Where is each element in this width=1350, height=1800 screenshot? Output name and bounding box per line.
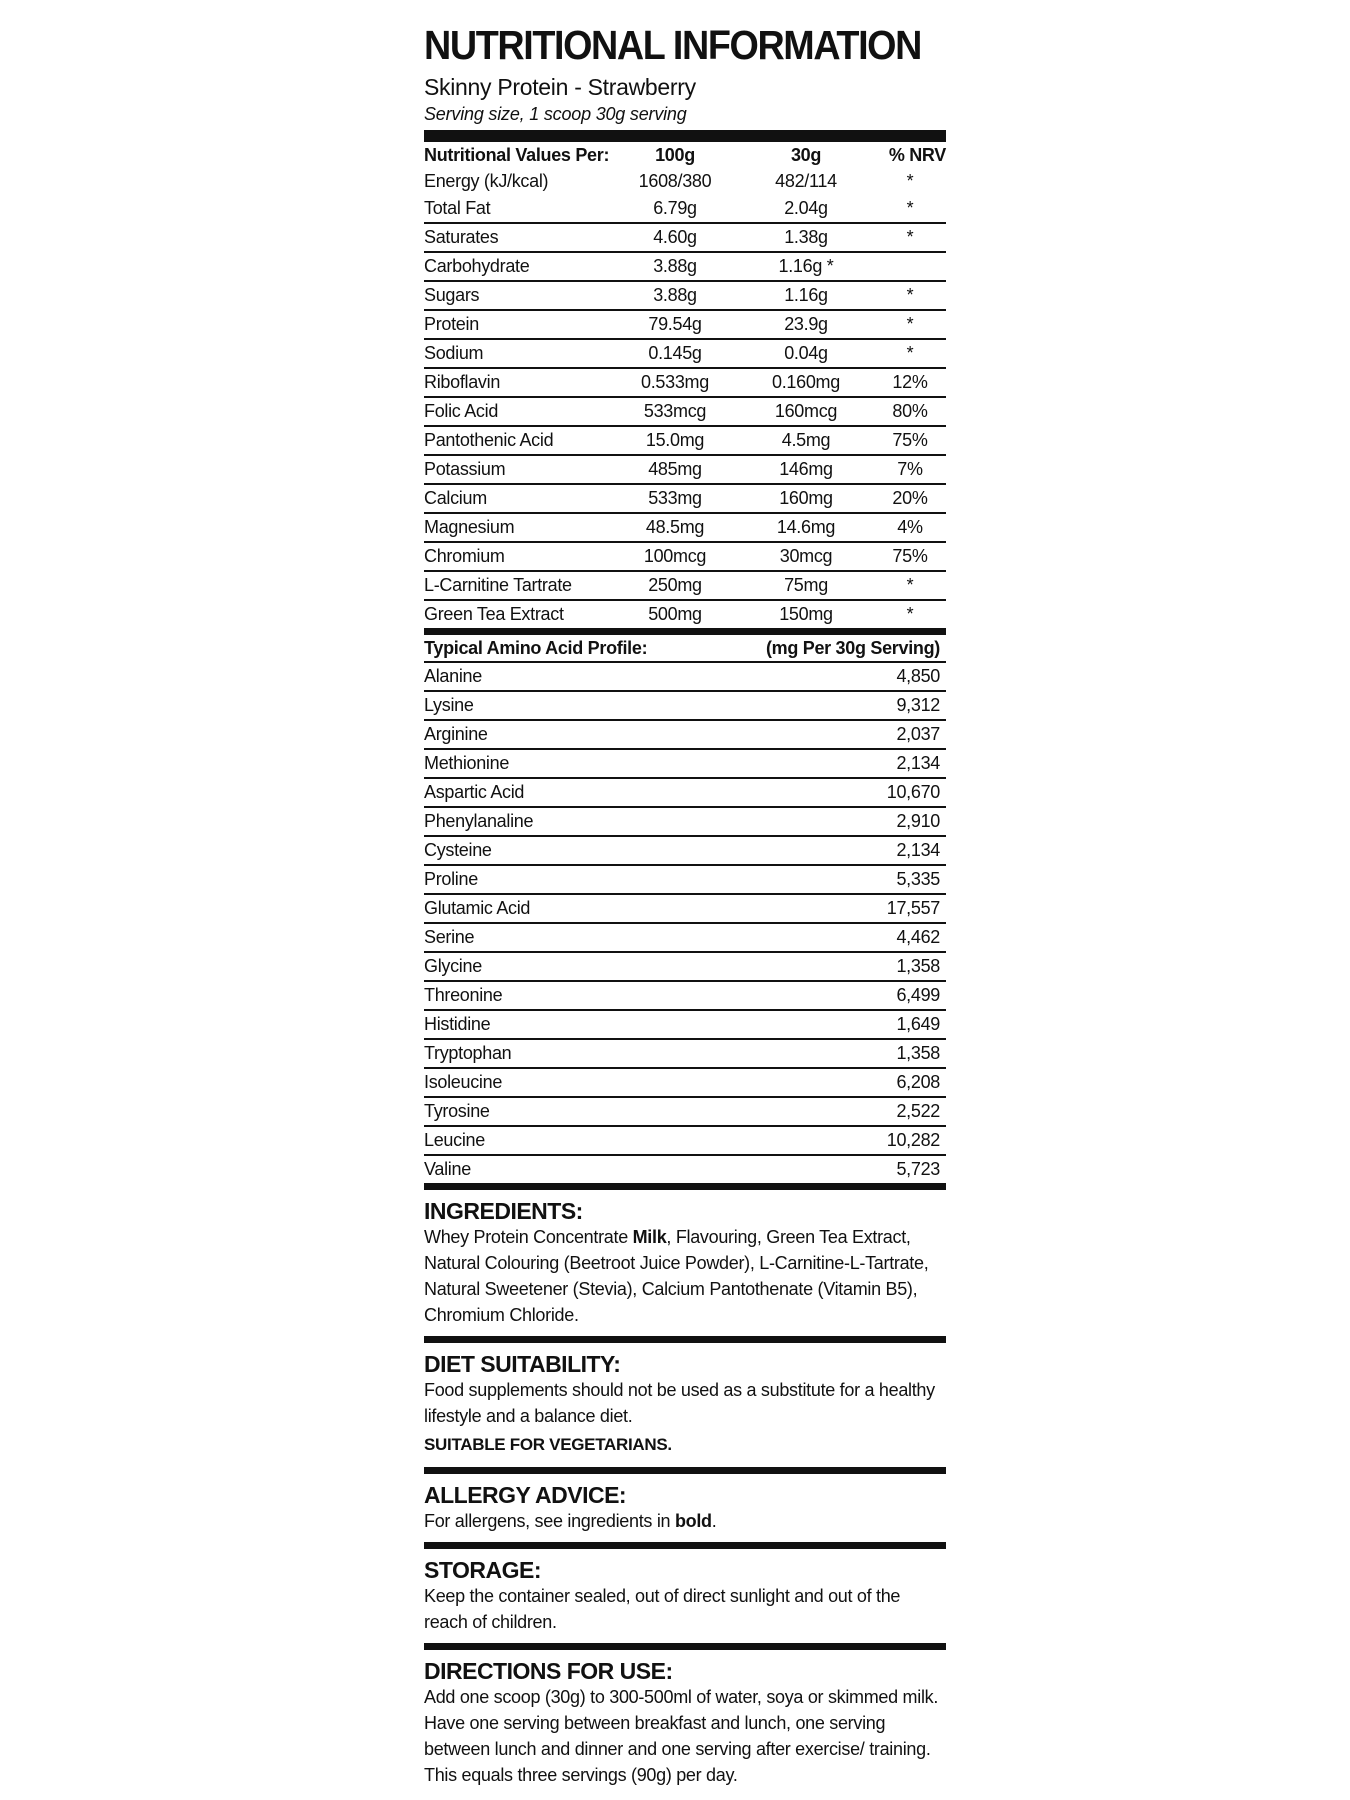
serving-size: Serving size, 1 scoop 30g serving bbox=[424, 104, 687, 124]
amino-value: 9,312 bbox=[896, 695, 940, 715]
table-cell: Protein bbox=[424, 314, 479, 334]
table-cell: Riboflavin bbox=[424, 372, 501, 392]
table-cell: Energy (kJ/kcal) bbox=[424, 171, 549, 191]
table-row bbox=[424, 456, 946, 485]
nutrition-rows bbox=[424, 168, 946, 628]
column-header: 30g bbox=[790, 144, 822, 165]
table-cell: L-Carnitine Tartrate bbox=[424, 575, 572, 595]
storage-section bbox=[424, 1549, 946, 1643]
table-row bbox=[424, 953, 946, 982]
amino-name: Tyrosine bbox=[424, 1101, 490, 1121]
amino-value: 2,134 bbox=[896, 753, 940, 773]
table-cell: 100mcg bbox=[643, 546, 707, 566]
table-cell: 80% bbox=[892, 401, 928, 421]
section-heading: DIRECTIONS FOR USE: bbox=[424, 1658, 673, 1684]
table-row bbox=[424, 224, 946, 253]
amino-name: Aspartic Acid bbox=[424, 782, 525, 802]
amino-name: Tryptophan bbox=[424, 1043, 512, 1063]
column-header: 100g bbox=[655, 144, 695, 165]
divider bbox=[424, 1643, 946, 1650]
storage-text: Keep the container sealed, out of direct sunlight and out of the reach of children. bbox=[424, 1586, 901, 1632]
table-row bbox=[424, 514, 946, 543]
table-cell: 500mg bbox=[648, 604, 702, 624]
product-name: Skinny Protein - Strawberry bbox=[424, 74, 696, 100]
vegetarian-note: SUITABLE FOR VEGETARIANS. bbox=[424, 1435, 672, 1454]
amino-value: 1,649 bbox=[896, 1014, 940, 1034]
directions-section bbox=[424, 1650, 946, 1796]
amino-rows bbox=[424, 663, 946, 1183]
table-cell: 146mg bbox=[779, 459, 833, 479]
amino-value: 2,522 bbox=[896, 1101, 940, 1121]
table-row bbox=[424, 311, 946, 340]
divider bbox=[424, 1183, 946, 1190]
table-row bbox=[424, 1156, 946, 1183]
divider bbox=[424, 130, 946, 142]
table-row bbox=[424, 1040, 946, 1069]
table-cell: * bbox=[906, 227, 914, 247]
page-title: NUTRITIONAL INFORMATION bbox=[424, 22, 921, 68]
table-row bbox=[424, 1069, 946, 1098]
table-row bbox=[424, 543, 946, 572]
table-cell: 15.0mg bbox=[645, 430, 705, 450]
directions-text: Add one scoop (30g) to 300-500ml of water, soya or skimmed milk. Have one serving between breakfast and lunch, one serving between lunch and dinner and one serving after exercise/ training. This equals three servings (90g) per day. bbox=[424, 1687, 939, 1785]
divider bbox=[424, 1467, 946, 1474]
table-cell: Sodium bbox=[424, 343, 484, 363]
allergy-section bbox=[424, 1474, 946, 1542]
table-cell: 4% bbox=[897, 517, 923, 537]
amino-table bbox=[424, 635, 946, 1183]
nutrition-label bbox=[424, 18, 946, 1796]
table-cell: Calcium bbox=[424, 488, 487, 508]
amino-value: 10,670 bbox=[886, 782, 940, 802]
table-row bbox=[424, 866, 946, 895]
table-cell: 0.145g bbox=[648, 343, 702, 363]
table-row bbox=[424, 369, 946, 398]
table-cell: 4.60g bbox=[653, 227, 697, 247]
table-cell: 23.9g bbox=[784, 314, 828, 334]
amino-value: 1,358 bbox=[896, 956, 940, 976]
table-cell: 12% bbox=[892, 372, 928, 392]
amino-value: 10,282 bbox=[886, 1130, 940, 1150]
table-cell: Green Tea Extract bbox=[424, 604, 564, 624]
table-cell: 1.16g bbox=[784, 285, 828, 305]
table-cell: Total Fat bbox=[424, 198, 491, 218]
amino-name: Glutamic Acid bbox=[424, 898, 531, 918]
table-cell: 1608/380 bbox=[638, 171, 712, 191]
ingredients-section bbox=[424, 1190, 946, 1336]
table-row bbox=[424, 982, 946, 1011]
table-cell: 14.6mg bbox=[776, 517, 836, 537]
table-cell: 75mg bbox=[784, 575, 828, 595]
table-cell: 30mcg bbox=[779, 546, 833, 566]
divider bbox=[424, 628, 946, 635]
table-row bbox=[424, 282, 946, 311]
table-row bbox=[424, 895, 946, 924]
section-heading: INGREDIENTS: bbox=[424, 1198, 583, 1224]
amino-value: 2,037 bbox=[896, 724, 940, 744]
table-cell: 250mg bbox=[648, 575, 702, 595]
table-cell: 533mcg bbox=[643, 401, 707, 421]
table-cell: 75% bbox=[892, 546, 928, 566]
amino-value: 4,850 bbox=[896, 666, 940, 686]
table-cell: Sugars bbox=[424, 285, 480, 305]
table-row bbox=[424, 837, 946, 866]
amino-value: 5,335 bbox=[896, 869, 940, 889]
allergy-text: For allergens, see ingredients in bold. bbox=[424, 1511, 717, 1531]
section-heading: STORAGE: bbox=[424, 1557, 541, 1583]
table-cell: 1.16g * bbox=[778, 256, 834, 276]
table-cell: * bbox=[906, 198, 914, 218]
column-header: (mg Per 30g Serving) bbox=[765, 637, 940, 658]
table-row bbox=[424, 485, 946, 514]
table-cell: 75% bbox=[892, 430, 928, 450]
allergen-bold: Milk bbox=[632, 1227, 667, 1247]
section-heading: DIET SUITABILITY: bbox=[424, 1351, 621, 1377]
table-cell: 160mg bbox=[779, 488, 833, 508]
amino-name: Arginine bbox=[424, 724, 488, 744]
amino-name: Methionine bbox=[424, 753, 510, 773]
table-cell: Potassium bbox=[424, 459, 506, 479]
table-cell: 48.5mg bbox=[645, 517, 705, 537]
table-cell: 20% bbox=[892, 488, 928, 508]
divider bbox=[424, 1336, 946, 1343]
table-cell: * bbox=[906, 314, 914, 334]
amino-value: 1,358 bbox=[896, 1043, 940, 1063]
table-cell: Pantothenic Acid bbox=[424, 430, 554, 450]
table-cell: 150mg bbox=[779, 604, 833, 624]
amino-name: Threonine bbox=[424, 985, 503, 1005]
table-row bbox=[424, 808, 946, 837]
table-cell: 4.5mg bbox=[781, 430, 831, 450]
table-cell: * bbox=[906, 575, 914, 595]
table-cell: 160mcg bbox=[774, 401, 838, 421]
amino-value: 17,557 bbox=[886, 898, 940, 918]
table-cell: Chromium bbox=[424, 546, 505, 566]
amino-name: Phenylanaline bbox=[424, 811, 534, 831]
table-cell: 3.88g bbox=[653, 256, 697, 276]
table-cell: 0.04g bbox=[784, 343, 828, 363]
table-cell: 0.533mg bbox=[641, 372, 709, 392]
table-row bbox=[424, 427, 946, 456]
nutrition-header-row bbox=[424, 142, 946, 168]
amino-value: 4,462 bbox=[896, 927, 940, 947]
table-row bbox=[424, 168, 946, 195]
table-row bbox=[424, 572, 946, 601]
table-row bbox=[424, 1011, 946, 1040]
table-row bbox=[424, 779, 946, 808]
nutrition-table bbox=[424, 142, 946, 628]
table-row bbox=[424, 195, 946, 224]
table-cell: 7% bbox=[897, 459, 923, 479]
table-cell: Folic Acid bbox=[424, 401, 499, 421]
diet-section bbox=[424, 1343, 946, 1467]
table-cell: Magnesium bbox=[424, 517, 515, 537]
table-cell: 2.04g bbox=[784, 198, 828, 218]
amino-value: 6,499 bbox=[896, 985, 940, 1005]
table-cell: * bbox=[906, 604, 914, 624]
table-cell: 482/114 bbox=[775, 171, 837, 191]
amino-name: Proline bbox=[424, 869, 478, 889]
amino-name: Lysine bbox=[424, 695, 474, 715]
table-cell: 1.38g bbox=[784, 227, 828, 247]
table-row bbox=[424, 398, 946, 427]
table-row bbox=[424, 663, 946, 692]
amino-header-row bbox=[424, 635, 946, 663]
amino-name: Serine bbox=[424, 927, 475, 947]
table-cell: Carbohydrate bbox=[424, 256, 530, 276]
table-row bbox=[424, 750, 946, 779]
table-cell: 6.79g bbox=[653, 198, 697, 218]
diet-text: Food supplements should not be used as a substitute for a healthy lifestyle and a balance diet. bbox=[424, 1380, 935, 1426]
amino-name: Cysteine bbox=[424, 840, 492, 860]
table-cell: 0.160mg bbox=[772, 372, 840, 392]
amino-value: 2,134 bbox=[896, 840, 940, 860]
table-row bbox=[424, 253, 946, 282]
table-row bbox=[424, 1098, 946, 1127]
table-row bbox=[424, 340, 946, 369]
column-header: Nutritional Values Per: bbox=[424, 144, 610, 165]
column-header: Typical Amino Acid Profile: bbox=[424, 637, 648, 658]
amino-name: Glycine bbox=[424, 956, 482, 976]
amino-name: Valine bbox=[424, 1159, 471, 1179]
divider bbox=[424, 1542, 946, 1549]
table-cell: * bbox=[906, 285, 914, 305]
table-row bbox=[424, 721, 946, 750]
table-row bbox=[424, 692, 946, 721]
table-row bbox=[424, 924, 946, 953]
amino-value: 2,910 bbox=[896, 811, 940, 831]
table-cell: * bbox=[906, 343, 914, 363]
table-cell: 79.54g bbox=[648, 314, 702, 334]
column-header: % NRV bbox=[888, 144, 946, 165]
amino-value: 6,208 bbox=[896, 1072, 940, 1092]
amino-name: Alanine bbox=[424, 666, 482, 686]
table-cell: 533mg bbox=[648, 488, 702, 508]
amino-name: Histidine bbox=[424, 1014, 491, 1034]
table-cell: 3.88g bbox=[653, 285, 697, 305]
section-heading: ALLERGY ADVICE: bbox=[424, 1482, 627, 1508]
table-cell: * bbox=[906, 171, 914, 191]
table-cell: Saturates bbox=[424, 227, 499, 247]
ingredients-text: Whey Protein Concentrate Milk, Flavouring, Green Tea Extract, Natural Colouring (Beetroot Juice Powder), L-Carnitine-L-Tartrate, Natural Sweetener (Stevia), Calcium Pantothenate (Vitamin B5), Chromium Chloride. bbox=[424, 1227, 929, 1325]
table-cell: 485mg bbox=[648, 459, 702, 479]
amino-value: 5,723 bbox=[896, 1159, 940, 1179]
table-row bbox=[424, 1127, 946, 1156]
amino-name: Leucine bbox=[424, 1130, 485, 1150]
table-row bbox=[424, 601, 946, 628]
amino-name: Isoleucine bbox=[424, 1072, 503, 1092]
